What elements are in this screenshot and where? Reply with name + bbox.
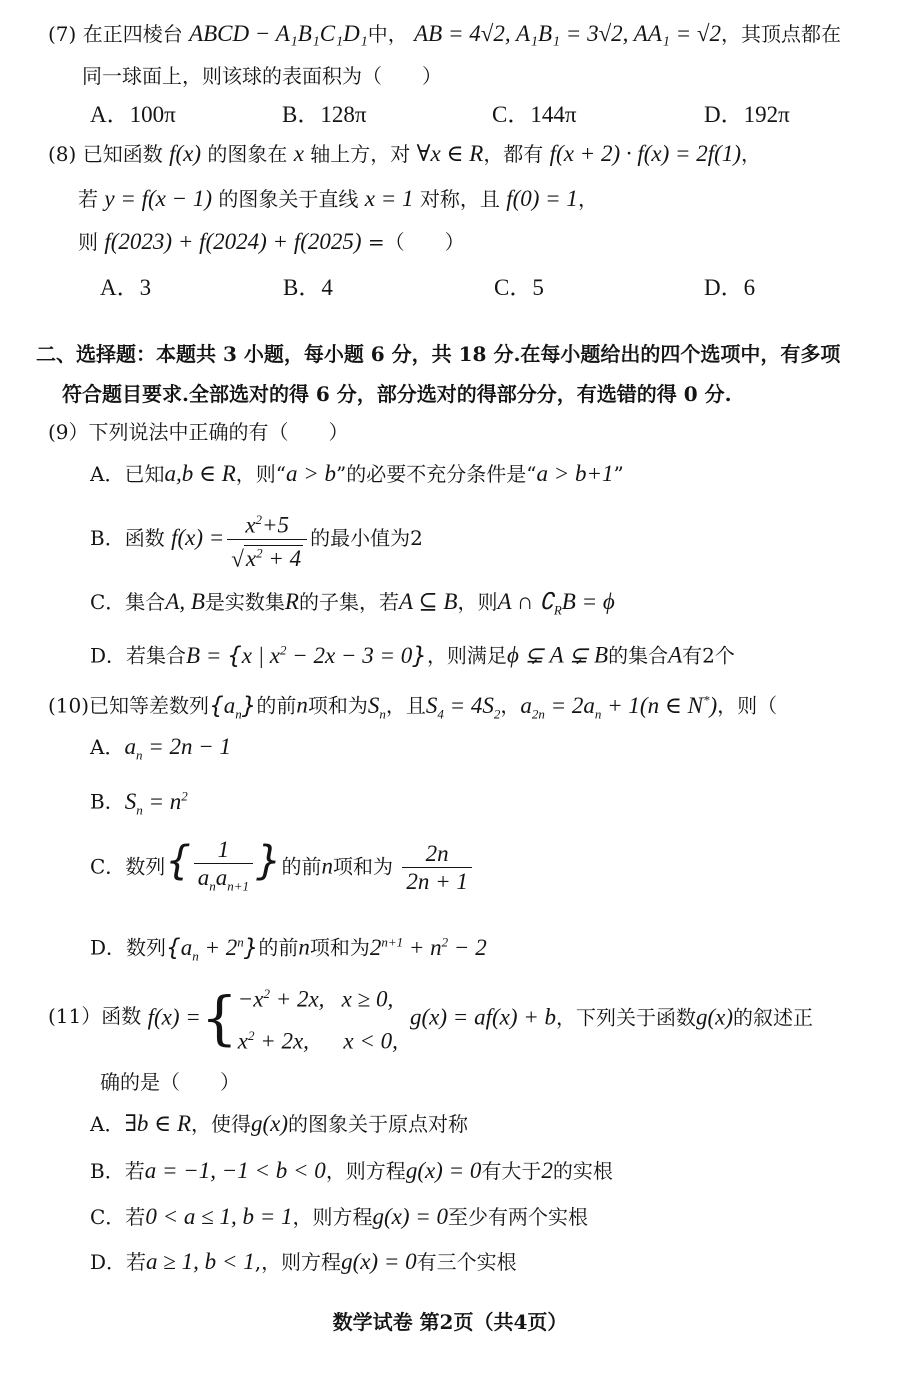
q10-text: B． [90, 789, 125, 814]
q7-mid: 中， [367, 22, 408, 46]
q11-math: g(x) = 0 [405, 1158, 482, 1183]
q11-text: ，则方程 [261, 1250, 342, 1274]
section2-heading-line2: 符合题目要求.全部选对的得 6 分，部分选对的得部分分，有选错的得 0 分. [62, 382, 732, 406]
q11-math: a = −1, −1 < b < 0 [144, 1158, 326, 1183]
q9-text: ，则满足 [426, 643, 507, 668]
q8-text: 对称，且 [419, 187, 500, 211]
q10-text: 项和为 [309, 935, 370, 960]
q11-text: 下列关于函数 [576, 1005, 697, 1030]
q9-math: B = {x | $x^2 - 2x - 3 = 0$} [186, 642, 427, 669]
q10-math: { $\frac{1}{a_na_{n+1}}$ } [165, 854, 281, 879]
q8-math-fx: f(x) [169, 141, 201, 166]
q10-math: $2^{n+1} + n^2 - 2$ [369, 934, 487, 960]
q10-option-c [90, 838, 475, 899]
q10-math: $\{a_n\}$ [209, 692, 257, 722]
q8-text: 已知函数 [82, 142, 163, 166]
q11-text: A． [90, 1112, 125, 1136]
q11-text: C．若 [90, 1205, 146, 1229]
q9-option-a [90, 460, 624, 488]
q10-text: D．数列 [90, 935, 167, 960]
q9-text: 的最小值为2 [310, 526, 423, 551]
q9-math: a,b ∈ R [164, 461, 236, 486]
q11-text: D．若 [90, 1250, 147, 1274]
q11-text: 的图象关于原点对称 [288, 1112, 469, 1136]
q10-text: 项和为 [333, 854, 393, 879]
q11-option-b [90, 1157, 613, 1185]
q9-text: C．集合 [90, 590, 166, 614]
q8-math-init: f(0) = 1 [506, 186, 578, 211]
q9-option-b [90, 508, 423, 571]
q9-text: 有2个 [682, 643, 735, 668]
q9-option-c [90, 588, 615, 625]
q10-text: (10)已知等差数列 [48, 693, 210, 718]
q8-math-x: x [293, 141, 304, 166]
q11-text: B．若 [90, 1159, 145, 1183]
q10-math: $S_n$ [367, 692, 386, 722]
q8-line1: (8) 已知函数 f(x) 的图象在 x 轴上方，对 ∀x ∈ R，都有 f(x + 2) · f(x) = 2f(1)， [48, 141, 762, 166]
q8-line2: 若 y = f(x − 1) 的图象关于直线 x = 1 对称，且 f(0) = 1， [78, 186, 598, 211]
q9-text: ，则“ [235, 462, 287, 486]
q11-text: ，使得 [191, 1112, 252, 1136]
q7-tail: ，其顶点都在 [721, 22, 842, 46]
q7-conditions: AB = 4√2, A₁B₁ = 3√2, AA₁ = √2 [414, 21, 722, 46]
q11-text: 至少有两个实根 [448, 1205, 589, 1229]
q8-text: =（ ） [367, 230, 465, 254]
q10-option-a [90, 733, 231, 770]
q11-option-d: D．若a ≥ 1, b < 1,，则方程g(x) = 0有三个实根 [90, 1249, 517, 1274]
q11-math: g(x) = 0 [341, 1249, 417, 1274]
q10-math: n [296, 692, 308, 718]
q9-stem: (9）下列说法中正确的有（ ） [48, 420, 349, 444]
q10-math: n [298, 934, 310, 960]
q7-option-d: D．192π [704, 102, 790, 127]
q9-math: A ⊆ B [398, 589, 458, 614]
q8-text: 的图象关于直线 [218, 187, 359, 211]
q10-text: 的前 [258, 935, 299, 960]
q10-math: $a_n = 2n - 1$ [124, 734, 231, 763]
q11-math: g(x) [696, 1004, 734, 1030]
q7-intro: 在正四棱台 [82, 22, 183, 46]
q10-math: $a_{2n} = 2a_n + 1(n$ ∈ N*) [520, 692, 718, 722]
q9-math: f(x) = [171, 525, 225, 551]
q8-math-forall: ∀x ∈ R [416, 141, 484, 166]
q8-option-a: A．3 [100, 275, 152, 300]
q9-math: a > b [286, 461, 337, 486]
q7-number: (7) [48, 22, 77, 46]
q7-option-a: A．100π [90, 102, 176, 127]
q10-text: 的前 [256, 693, 297, 718]
q8-option-b: B．4 [283, 275, 333, 300]
q8-number: (8) [48, 142, 77, 166]
q9-text: ” [613, 462, 624, 486]
q8-text: ，都有 [483, 142, 544, 166]
q11-option-a [90, 1110, 468, 1138]
q10-text: ，则（ [717, 693, 778, 718]
q9-math: A, B [165, 589, 205, 614]
q9-text: A．已知 [90, 462, 165, 486]
q10-text: 项和为 [307, 693, 368, 718]
q11-math: 0 < a ≤ 1, b = 1 [145, 1204, 293, 1229]
q10-option-b [90, 782, 188, 824]
q11-math: a ≥ 1, b < 1 [146, 1249, 255, 1274]
q10-text: 的前 [281, 854, 322, 879]
q8-option-d: D．6 [704, 275, 756, 300]
q8-math-sum: f(2023) + f(2024) + f(2025) [104, 229, 362, 254]
q7-option-c: C．144π [492, 102, 577, 127]
q8-option-c: C．5 [494, 275, 544, 300]
q11-text: ，则方程 [325, 1159, 406, 1183]
q9-text: 的集合 [608, 643, 669, 668]
q10-option-d [90, 928, 487, 970]
q11-math: g(x) = 0 [372, 1204, 449, 1229]
q10-math: $\{a_n + 2^n\}$ [166, 934, 259, 964]
q7-line2: 同一球面上，则该球的表面积为（ ） [82, 64, 442, 88]
q11-text: ，则方程 [292, 1205, 373, 1229]
q9-text: D．若集合 [90, 643, 187, 668]
q7-solid: ABCD − A₁B₁C₁D₁ [189, 21, 368, 46]
q11-text: 有三个实根 [416, 1250, 517, 1274]
q10-text: ，且 [385, 693, 426, 718]
section2-heading: 二、选择题：本题共 3 小题，每小题 6 分，共 18 分.在每小题给出的四个选项中，有多项 [36, 342, 841, 366]
q10-math: $S_n = n^2$ [124, 788, 188, 818]
q9-option-d [90, 636, 735, 670]
q10-math: n [321, 853, 333, 879]
q9-text: 的子集，若 [298, 590, 399, 614]
q11-text: (11）函数 [48, 1004, 142, 1029]
q11-math: g(x) = af(x) + b [404, 1004, 557, 1030]
q11-text: 的实根 [552, 1159, 613, 1183]
q7-option-b: B．128π [282, 102, 367, 127]
q11-text: 有大于 [481, 1159, 542, 1183]
q11-option-c [90, 1203, 588, 1231]
q11-math: 2 [541, 1158, 553, 1183]
q10-text: C．数列 [90, 854, 166, 879]
q11-stem: (11）函数 f(x) ={ $-x^2 + 2x$, x ≥ 0, $x^2 + 2x$, x < 0, g(x) = af(x) + b，下列关于函数g(x)的叙述正 [48, 976, 813, 1059]
q9-text: ”的必要不充分条件是“ [336, 462, 537, 486]
q8-text: 若 [78, 187, 98, 211]
q10-fraction: $\frac{2n}{2n + 1}$ [402, 842, 472, 894]
q9-text: ，则 [457, 590, 498, 614]
q11-brace: { [200, 983, 238, 1052]
q8-text: 轴上方，对 [310, 142, 411, 166]
q9-text: 是实数集 [204, 590, 285, 614]
q11-line2: 确的是（ ） [100, 1070, 240, 1094]
q9-math: R [284, 589, 299, 614]
q8-text: 的图象在 [207, 142, 288, 166]
q10-text: A． [90, 735, 125, 759]
q9-math: A ∩ $∁_RB = \phi$ [497, 589, 615, 618]
q9-math: A [668, 642, 683, 668]
q8-math-shift: y = f(x − 1) [104, 186, 213, 211]
q11-math: f(x) = [147, 1004, 201, 1030]
q9-math: ϕ ⊊ A ⊊ B [506, 642, 609, 668]
q10-math: $S_4 = 4S_2$ [425, 692, 501, 722]
q11-math: g(x) [251, 1111, 289, 1136]
q9-math: a > b+1 [536, 461, 614, 486]
q7-line1 [48, 20, 841, 48]
q8-math-func-eq: f(x + 2) · f(x) = 2f(1) [549, 141, 742, 166]
page-footer: 数学试卷 第2页（共4页） [332, 1310, 568, 1334]
q10-stem: (10)已知等差数列$\{a_n\}$的前n项和为$S_n$，且$S_4 = 4S_2$，$a_{2n} = 2a_n + 1(n$ ∈ N*)，则（ [48, 692, 778, 722]
q11-piecewise: $-x^2 + 2x$, x ≥ 0, $x^2 + 2x$, x < 0, [237, 986, 398, 1054]
q9-text: B．函数 [90, 526, 165, 551]
q9-fraction: $\frac{x^2+5}{√x^2 + 4}$ [227, 508, 307, 571]
q8-math-axis: x = 1 [364, 186, 414, 211]
q8-line3 [78, 228, 465, 256]
q11-math: ∃b ∈ R [124, 1111, 192, 1136]
q11-text: 的叙述正 [733, 1005, 814, 1030]
q8-text: 则 [78, 230, 98, 254]
